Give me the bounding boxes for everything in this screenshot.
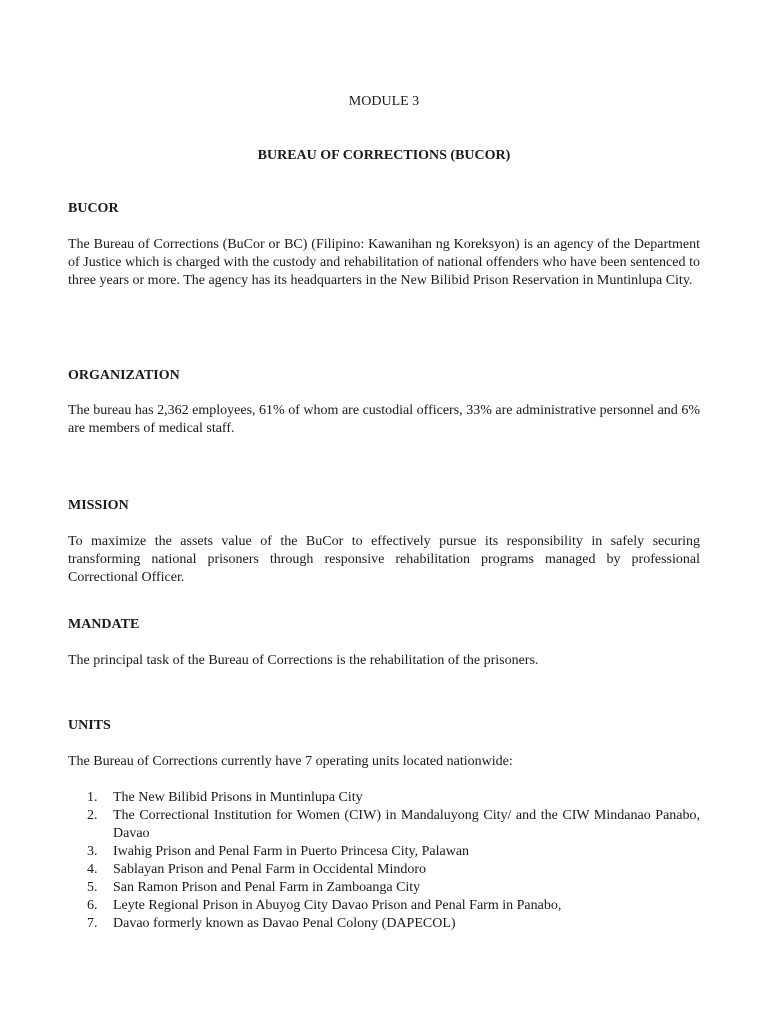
paragraph-mission: To maximize the assets value of the BuCor to effectively pursue its responsibility in safely securing transforming national prisoners through responsive rehabilitation programs managed by professional Correctional Officer. [68,534,700,585]
list-item-text: Davao formerly known as Davao Penal Colony (DAPECOL) [113,916,456,931]
list-item [68,879,700,897]
list-item-number: 7. [87,916,98,931]
paragraph-bucor: The Bureau of Corrections (BuCor or BC) (Filipino: Kawanihan ng Koreksyon) is an agency of the Department of Justice which is charged with the custody and rehabilitation of national offenders who have been sentenced to three years or more. The agency has its headquarters in the New Bilibid Prison Reservation in Muntinlupa City. [68,237,700,288]
heading-units: UNITS [68,718,111,733]
list-item-text: Iwahig Prison and Penal Farm in Puerto Princesa City, Palawan [113,844,470,859]
paragraph-units-intro: The Bureau of Corrections currently have 7 operating units located nationwide: [68,754,513,769]
list-item-text: The New Bilibid Prisons in Muntinlupa City [113,790,363,805]
heading-mandate: MANDATE [68,617,140,632]
paragraph-mandate: The principal task of the Bureau of Corrections is the rehabilitation of the prisoners. [68,653,539,668]
list-item [68,843,700,861]
heading-bucor: BUCOR [68,201,119,216]
paragraph-organization: The bureau has 2,362 employees, 61% of whom are custodial officers, 33% are administrative personnel and 6% are members of medical staff. [68,403,700,436]
list-item-number: 5. [87,880,98,895]
heading-organization: ORGANIZATION [68,368,180,383]
list-item [68,897,700,915]
list-item-text: The Correctional Institution for Women (CIW) in Mandaluyong City/ and the CIW Mindanao Panabo, Davao [113,808,700,841]
heading-mission: MISSION [68,498,129,513]
list-item [68,807,700,843]
list-item-text: Sablayan Prison and Penal Farm in Occidental Mindoro [113,862,426,877]
list-item-number: 2. [87,808,98,823]
list-item [68,915,700,933]
list-item-text: Leyte Regional Prison in Abuyog City Davao Prison and Penal Farm in Panabo, [113,898,562,913]
list-item-number: 4. [87,862,98,877]
module-label: MODULE 3 [348,94,420,109]
list-item-text: San Ramon Prison and Penal Farm in Zamboanga City [113,880,421,895]
list-item [68,789,700,807]
list-item-number: 1. [87,790,98,805]
list-item-number: 6. [87,898,98,913]
list-item [68,861,700,879]
units-list [68,789,700,933]
list-item-number: 3. [87,844,98,859]
document-title: BUREAU OF CORRECTIONS (BUCOR) [257,148,511,163]
document-page [68,0,700,1024]
